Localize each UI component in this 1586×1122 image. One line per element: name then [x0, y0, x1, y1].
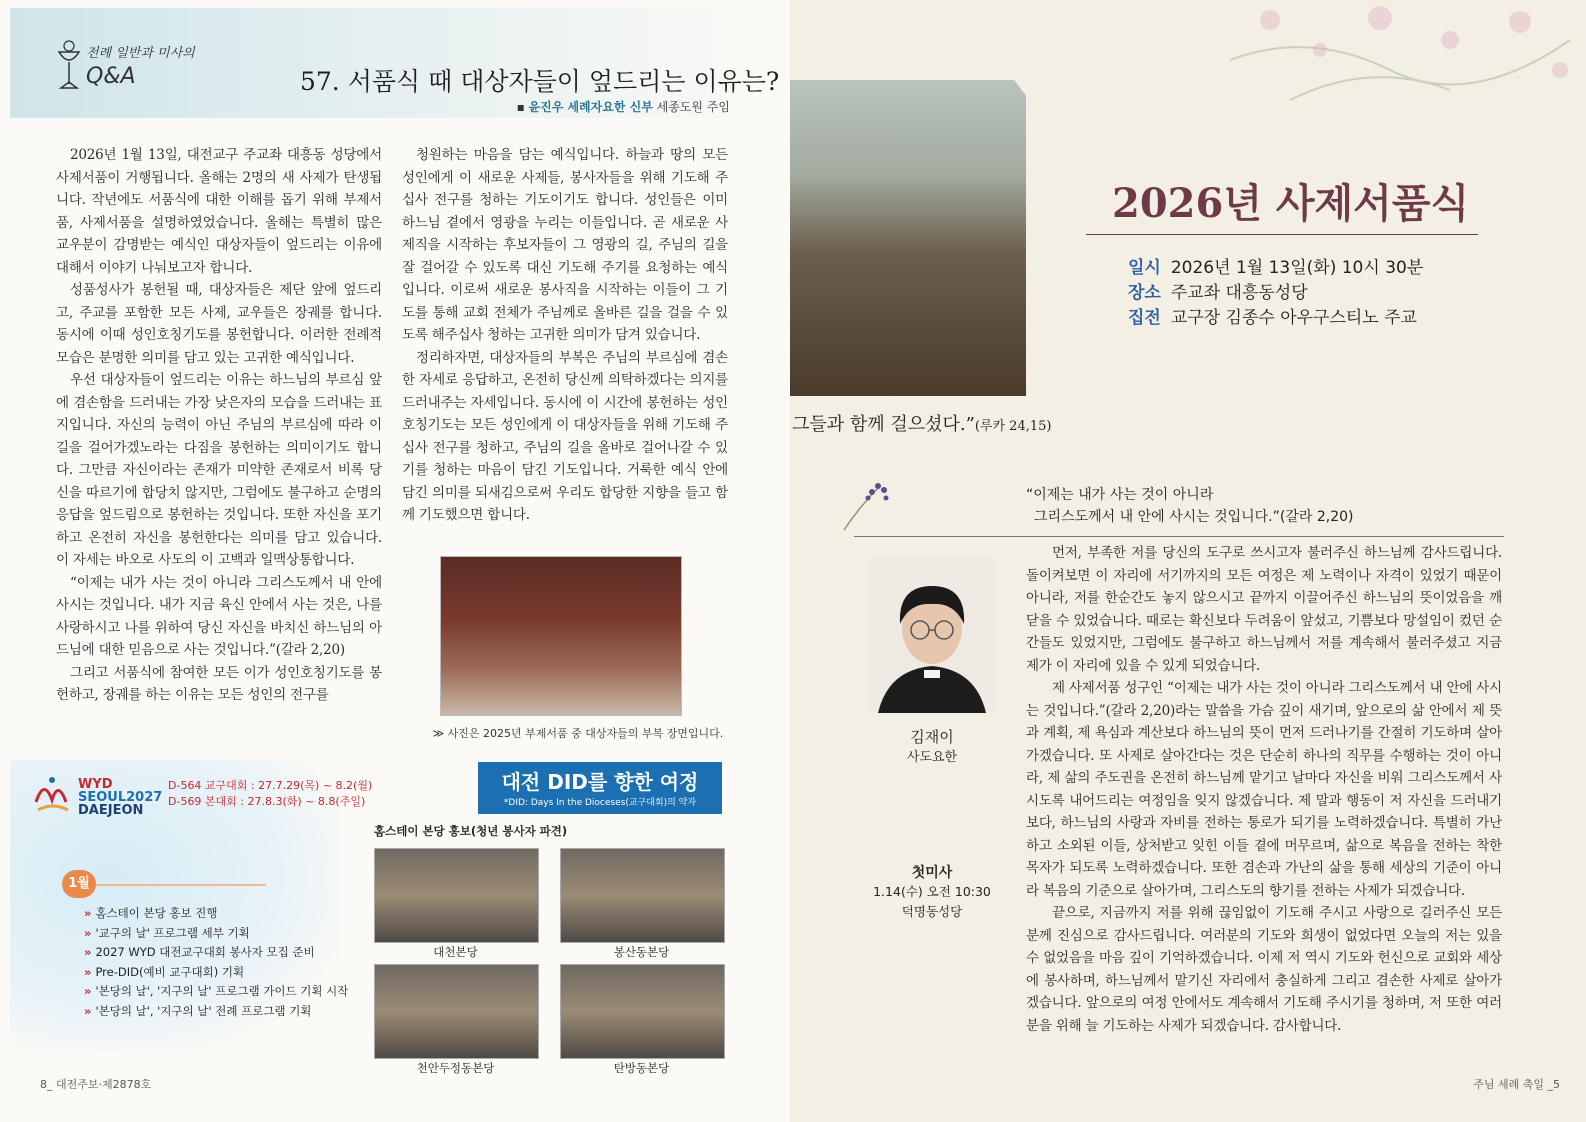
wyd-logo-line3: DAEJEON: [78, 803, 144, 818]
emmaus-painting: [790, 80, 1026, 396]
bible-quote-line2: 그리스도께서 내 안에 사시는 것입니다.”(갈라 2,20): [1034, 509, 1354, 525]
did-banner: [478, 762, 722, 814]
plan-item: » '교구의 날' 프로그램 세부 기획: [84, 924, 348, 944]
first-mass-time: 1.14(수) 오전 10:30: [873, 884, 991, 899]
event-info: [1128, 256, 1423, 331]
event-info-label: 집전: [1128, 308, 1161, 328]
prostration-photo: [440, 556, 682, 716]
plan-item: » '본당의 날', '지구의 날' 전례 프로그램 기획: [84, 1002, 348, 1022]
painting-quote-text: 그들과 함께 걸으셨다.”: [792, 414, 975, 435]
paragraph: 2026년 1월 13일, 대전교구 주교좌 대흥동 성당에서 사제서품이 거행됩니다. 올해는 2명의 새 사제가 탄생됩니다. 작년에도 서품식에 대한 이해를 돕기 위해 부제서품, 사제서품을 설명하였었습니다. 올해는 특별히 많은 교우분이 감명받는 예식인 대상자들이 엎드리는 이유에 대해서 이야기 나눠보고자 합니다.: [56, 147, 382, 276]
painting-quote: [792, 410, 1051, 436]
event-info-label: 장소: [1128, 283, 1161, 303]
wyd-logo-line1: WYD: [78, 777, 113, 792]
byline-name: 윤진우 세례자요한 신부: [528, 100, 653, 114]
wyd-logo-text: [78, 778, 162, 817]
photo-caption: ≫ 사진은 2025년 부제서품 중 대상자들의 부복 장면입니다.: [432, 727, 724, 740]
parish-photo-bongsan: [560, 848, 725, 943]
paragraph: 성품성사가 봉헌될 때, 대상자들은 제단 앞에 엎드리고, 주교를 포함한 모든 사제, 교우들은 장궤를 합니다. 동시에 이때 성인호칭기도를 봉헌합니다. 이러한 전례적 모습은 분명한 의미를 담고 있는 고귀한 예식입니다.: [56, 282, 382, 366]
paragraph: 제 사제서품 성구인 “이제는 내가 사는 것이 아니라 그리스도께서 내 안에 사시는 것입니다.”(갈라 2,20)라는 말씀을 가슴 깊이 새기며, 앞으로의 삶 안에서 제 뜻과 계획, 제 욕심과 계산보다 하느님의 뜻이 먼저 드러나기를 간절히 기도하며 살아가겠습니다. 또 사제로 살아간다는 것은 단순히 하나의 직무를 수행하는 것이 아니라, 제 삶의 주도권을 온전히 하느님께 맡기고 날마다 자신을 비워 그리스도께서 사시도록 내어드리는 여정임을 잊지 않겠습니다. 제 말과 행동이 저 자신을 드러내기보다, 하느님의 사랑과 자비를 전하는 통로가 되기를 노력하겠습니다. 특별히 가난하고 소외된 이들, 상처받고 잊힌 이들 곁에 머무르며, 삶으로 복음을 전하는 착한 목자가 되도록 노력하겠습니다. 또한 겸손과 가난의 삶을 통해 세상의 기준이 아니라 복음의 기준으로 살아가며, 그리스도의 향기를 전하는 사제가 되겠습니다.: [1026, 680, 1502, 899]
priest-essay: [1026, 542, 1502, 1037]
article-byline: ▪ 윤진우 세례자요한 신부 세종도원 주임: [516, 100, 730, 114]
plan-item: » 2027 WYD 대전교구대회 봉사자 모집 준비: [84, 943, 348, 963]
flower-decoration-icon: [1230, 0, 1586, 120]
parish-label: 봉산동본당: [613, 945, 670, 959]
event-info-value: 2026년 1월 13일(화) 10시 30분: [1170, 258, 1424, 278]
dday-diocesan: D-564 교구대회 : 27.7.29(목) ~ 8.2(월): [168, 779, 373, 792]
parish-photo-cheonan: [374, 964, 539, 1059]
paragraph: 먼저, 부족한 저를 당신의 도구로 쓰시고자 불러주신 하느님께 감사드립니다. 돌이켜보면 이 자리에 서기까지의 모든 여정은 제 노력이나 자격이 있었기 때문이 아니라, 저를 한순간도 놓지 않으시고 끝까지 이끌어주신 하느님의 뜻이었음을 깨닫을 수 있었습니다. 때로는 확신보다 두려움이 앞섰고, 기쁨보다 망설임이 컸던 순간들도 있었지만, 그럼에도 불구하고 하느님께서 저를 계속해서 불러주셨고 지금 제가 이 자리에 있을 수 있게 되었습니다.: [1026, 545, 1502, 674]
bible-quote-line1: “이제는 내가 사는 것이 아니라: [1026, 487, 1214, 503]
page-footer-left: 8_ 대전주보·제2878호: [40, 1078, 152, 1091]
priest-name: 김재이: [910, 728, 954, 746]
plan-list: [84, 904, 348, 1021]
month-divider: [96, 884, 266, 886]
parish-photo-tanbang: [560, 964, 725, 1059]
plan-item: » 홈스테이 본당 홍보 진행: [84, 904, 348, 924]
wyd-logo-icon: [30, 772, 76, 818]
did-subtitle: *DID: Days In the Dioceses(교구대회)의 약자: [503, 798, 697, 808]
chalice-icon: [56, 38, 82, 94]
series-label: 전례 일반과 미사의: [86, 46, 195, 61]
right-page: [790, 0, 1586, 1122]
painting-quote-ref: (루카 24,15): [974, 419, 1052, 434]
bible-quote: [1026, 484, 1353, 528]
event-info-row: [1128, 256, 1423, 281]
first-mass-title: 첫미사: [911, 865, 953, 881]
parish-label: 대천본당: [433, 945, 478, 959]
did-title: 대전 DID를 향한 여정: [501, 770, 699, 794]
paragraph: 청원하는 마음을 담는 예식입니다. 하늘과 땅의 모든 성인에게 이 새로운 사제들, 봉사자들을 위해 기도해 주십사 전구를 청하는 기도이기도 합니다. 성인들은 이미 하느님 곁에서 영광을 누리는 이들입니다. 곧 새로운 사제직을 시작하는 후보자들이 그 영광의 길, 주님의 길을 잘 걸어갈 수 있도록 대신 기도해 주기를 요청하는 예식입니다. 이로써 새로운 봉사직을 시작하는 이들이 그 기도를 통해 교회 전체가 주님께로 올바른 길을 걸을 수 있도록 해주십사 청하는 고귀한 의미가 담겨 있습니다.: [402, 147, 728, 343]
priest-baptismal-name: 사도요한: [906, 750, 958, 765]
plan-item: » '본당의 날', '지구의 날' 프로그램 가이드 기획 시작: [84, 982, 348, 1002]
event-info-row: [1128, 281, 1423, 306]
homestay-title: 홈스테이 본당 홍보(청년 봉사자 파견): [374, 824, 568, 838]
series-qa: Q&A: [86, 64, 136, 89]
event-info-label: 일시: [1128, 258, 1161, 278]
plan-item: » Pre-DID(예비 교구대회) 기획: [84, 963, 348, 983]
wyd-logo-line2: SEOUL2027: [78, 790, 163, 805]
left-page: [0, 0, 790, 1122]
dday-info: [168, 778, 372, 810]
priest-portrait: [868, 558, 996, 713]
quote-divider: [854, 536, 1504, 537]
paragraph: 우선 대상자들이 엎드리는 이유는 하느님의 부르심 앞에 겸손함을 드러내는 가장 낮은자의 모습을 드러내는 표지입니다. 자신의 능력이 아닌 주님의 부르심에 따라 이 길을 걸어가겠노라는 다짐을 봉헌하는 의미이기도 합니다. 그만큼 자신이라는 존재가 미약한 존재로서 비록 당신을 따르기에 합당치 않지만, 그럼에도 불구하고 순명의 응답을 엎드림으로 봉헌하는 것입니다. 또한 자신을 포기하고 온전히 자신을 봉헌한다는 의미를 담고 있습니다. 이 자세는 바오로 사도의 이 고백과 일맥상통합니다.: [56, 372, 382, 568]
byline-role: 세종도원 주임: [656, 100, 730, 114]
article-column-2: [402, 144, 728, 527]
event-info-value: 주교좌 대흥동성당: [1170, 283, 1308, 303]
paragraph: “이제는 내가 사는 것이 아니라 그리스도께서 내 안에 사시는 것입니다. 내가 지금 육신 안에서 사는 것은, 나를 사랑하시고 나를 위하여 당신 자신을 바치신 하느님의 아드님에 대한 믿음으로 사는 것입니다.”(갈라 2,20): [56, 574, 382, 658]
article-column-1: [56, 144, 382, 707]
flower-sprig-icon: [840, 476, 900, 532]
page-footer-right: 주님 세례 축일 _5: [1473, 1078, 1560, 1091]
month-badge: 1월: [62, 870, 96, 898]
paragraph: 정리하자면, 대상자들의 부복은 주님의 부르심에 겸손한 자세로 응답하고, 온전히 당신께 의탁하겠다는 의지를 드러내주는 자세입니다. 동시에 이 시간에 봉헌하는 성인호칭기도는 모든 성인에게 이 대상자들을 위해 기도해 주십사 전구를 청하고, 주님의 길을 올바로 걸어나갈 수 있기를 청하는 마음이 담긴 기도입니다. 거룩한 예식 안에 담긴 의미를 되새김으로써 우리도 합당한 지향을 들고 함께 기도했으면 합니다.: [402, 349, 728, 523]
paragraph: 그리고 서품식에 참여한 모든 이가 성인호칭기도를 봉헌하고, 장궤를 하는 이유는 모든 성인의 전구를: [56, 664, 382, 703]
parish-label: 천안두정동본당: [416, 1061, 495, 1075]
event-info-value: 교구장 김종수 아우구스티노 주교: [1170, 308, 1417, 328]
event-divider: [1086, 234, 1478, 235]
parish-label: 탄방동본당: [613, 1061, 670, 1075]
first-mass-place: 덕명동성당: [901, 904, 963, 919]
event-title: 2026년 사제서품식: [1112, 180, 1470, 227]
paragraph: 끝으로, 지금까지 저를 위해 끊임없이 기도해 주시고 사랑으로 길러주신 모든 분께 진심으로 감사드립니다. 여러분의 기도와 희생이 없었다면 오늘의 저는 있을 수 없었음을 마음 깊이 기억하겠습니다. 이제 저 역시 기도와 헌신으로 교회와 세상에 봉사하며, 하느님께서 맡기신 자리에서 충실하게 그리고 겸손한 사제로 살아가겠습니다. 앞으로의 여정 안에서도 계속해서 기도해 주시기를 청하며, 저 또한 여러분을 위해 늘 기도하는 사제가 되겠습니다. 감사합니다.: [1026, 905, 1502, 1034]
parish-photo-daecheon: [374, 848, 539, 943]
article-title: 57. 서품식 때 대상자들이 엎드리는 이유는?: [300, 67, 780, 96]
event-info-row: [1128, 306, 1423, 331]
dday-main: D-569 본대회 : 27.8.3(화) ~ 8.8(주일): [168, 795, 366, 808]
